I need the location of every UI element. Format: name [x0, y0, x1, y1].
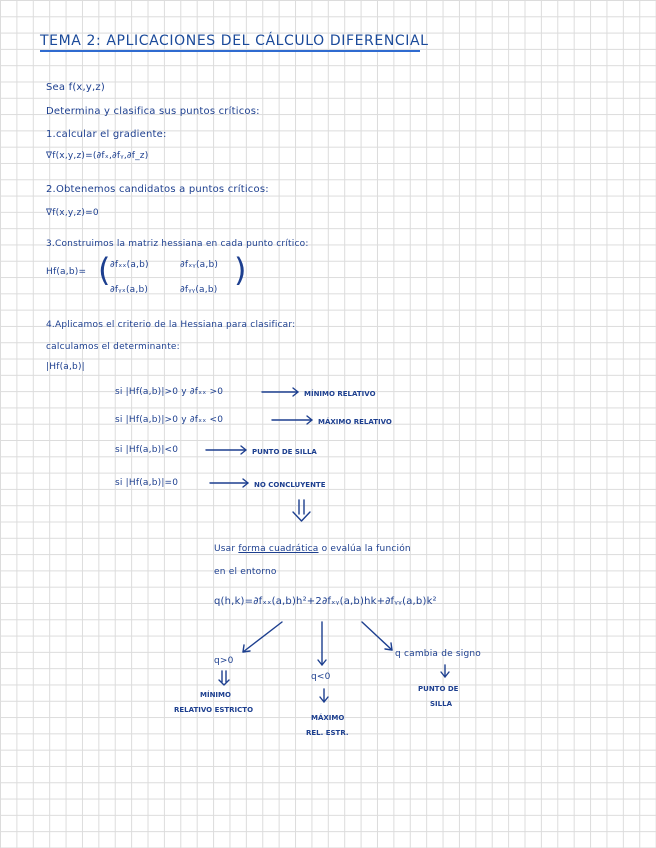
intro-line-1: Sea f(x,y,z) [46, 82, 105, 93]
left-result-arrow-icon [219, 671, 229, 685]
step-4-sub: calculamos el determinante: [46, 342, 180, 352]
step-4-det: |Hf(a,b)| [46, 362, 85, 372]
case-2-condition: si |Hf(a,b)|>0 y ∂fₓₓ <0 [115, 415, 224, 425]
step-1-formula: ∇f(x,y,z)=(∂fₓ,∂fᵧ,∂f_z) [46, 151, 149, 161]
case-4-arrow-icon [210, 479, 248, 487]
branch-left-condition: q>0 [214, 656, 234, 666]
case-4-result: NO CONCLUYENTE [254, 481, 326, 489]
hessian-m21: ∂fᵧₓ(a,b) [110, 285, 149, 295]
case-1-arrow-icon [262, 388, 298, 396]
intro-line-2: Determina y clasifica sus puntos críticos: [46, 106, 260, 117]
double-down-arrow-icon [293, 500, 310, 521]
quadratic-line-1: Usar forma cuadrática o evalúa la función [214, 544, 411, 554]
branch-left-result-2: RELATIVO ESTRICTO [174, 706, 254, 714]
quadratic-line-2: en el entorno [214, 567, 277, 577]
hessian-m12: ∂fₓᵧ(a,b) [180, 260, 219, 270]
case-4-condition: si |Hf(a,b)|=0 [115, 478, 179, 488]
branch-mid-result-1: MÁXIMO [311, 714, 345, 722]
case-1-condition: si |Hf(a,b)|>0 y ∂fₓₓ >0 [115, 387, 224, 397]
hessian-lhs: Hf(a,b)= [46, 267, 87, 277]
step-4-label: 4.Aplicamos el criterio de la Hessiana para clasificar: [46, 320, 296, 330]
right-result-arrow-icon [441, 665, 449, 677]
hessian-m22: ∂fᵧᵧ(a,b) [180, 285, 218, 295]
branch-mid-result-2: REL. ESTR. [306, 729, 349, 737]
quadratic-form-link: forma cuadrática [238, 544, 319, 554]
branch-right-result-2: SILLA [430, 700, 452, 708]
hessian-m11: ∂fₓₓ(a,b) [110, 260, 149, 270]
matrix-left-paren: ( [98, 251, 111, 289]
case-3-condition: si |Hf(a,b)|<0 [115, 445, 179, 455]
matrix-right-paren: ) [234, 251, 247, 289]
step-3-label: 3.Construimos la matriz hessiana en cada punto crítico: [46, 239, 309, 249]
case-3-result: PUNTO DE SILLA [252, 448, 317, 456]
step-2-label: 2.Obtenemos candidatos a puntos críticos: [46, 184, 269, 195]
case-3-arrow-icon [206, 446, 246, 454]
page-title: TEMA 2: APLICACIONES DEL CÁLCULO DIFERENCIAL [40, 33, 429, 49]
quadratic-formula: q(h,k)=∂fₓₓ(a,b)h²+2∂fₓᵧ(a,b)hk+∂fᵧᵧ(a,b)k² [214, 596, 437, 607]
branch-right-condition: q cambia de signo [395, 649, 482, 659]
branch-right-result-1: PUNTO DE [418, 685, 459, 693]
step-1-label: 1.calcular el gradiente: [46, 129, 167, 140]
case-1-result: MÍNIMO RELATIVO [304, 390, 376, 398]
branch-left-result-1: MÍNIMO [200, 691, 231, 699]
step-2-formula: ∇f(x,y,z)=0 [46, 208, 99, 218]
case-2-result: MÁXIMO RELATIVO [318, 418, 392, 426]
branch-left-arrow-icon [243, 622, 282, 652]
mid-result-arrow-icon [320, 689, 328, 702]
branch-mid-arrow-icon [318, 622, 326, 665]
branch-right-arrow-icon [362, 622, 392, 650]
case-2-arrow-icon [272, 416, 312, 424]
branch-mid-condition: q<0 [311, 672, 331, 682]
